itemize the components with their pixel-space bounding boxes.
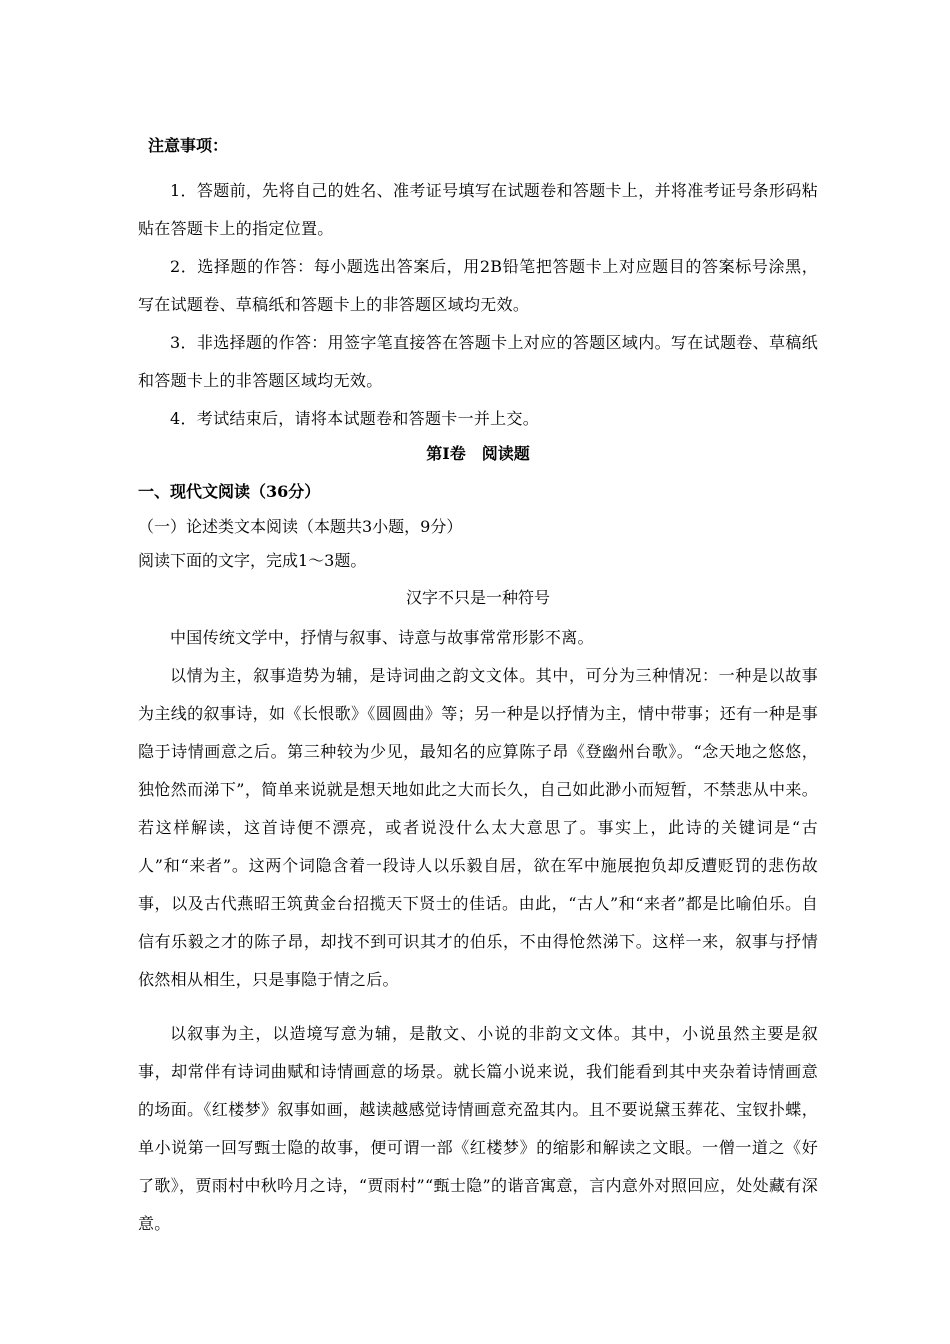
- section-heading: 一、现代文阅读（36分）: [138, 482, 321, 501]
- article-title: 汉字不只是一种符号: [405, 588, 550, 607]
- notice-item-2: 2．选择题的作答：每小题选出答案后，用2B铅笔把答题卡上对应题目的答案标号涂黑，写在试题卷、草稿纸和答题卡上的非答题区域均无效。: [138, 257, 818, 314]
- notice-title: 注意事项：: [148, 136, 229, 155]
- article-paragraph: 以叙事为主，以造境写意为辅，是散文、小说的非韵文文体。其中，小说虽然主要是叙事，却常伴有诗词曲赋和诗情画意的场景。就长篇小说来说，我们能看到其中夹杂着诗情画意的场面。《红楼梦》叙事如画，越读越感觉诗情画意充盈其内。且不要说黛玉葬花、宝钗扑蝶，单小说第一回写甄士隐的故事，便可谓一部《红楼梦》的缩影和解读之文眼。一僧一道之《好了歌》，贾雨村中秋吟月之诗，“贾雨村”“甄士隐”的谐音寓意，言内意外对照回应，处处藏有深意。: [138, 1024, 818, 1233]
- subsection-heading: （一）论述类文本阅读（本题共3小题，9分）: [138, 517, 463, 536]
- notice-item-4: 4．考试结束后，请将本试题卷和答题卡一并上交。: [170, 409, 540, 428]
- article-paragraph: 中国传统文学中，抒情与叙事、诗意与故事常常形影不离。: [170, 628, 594, 647]
- notice-item-3: 3．非选择题的作答：用签字笔直接答在答题卡上对应的答题区域内。写在试题卷、草稿纸和答题卡上的非答题区域均无效。: [138, 333, 818, 390]
- notice-item-1: 1．答题前，先将自己的姓名、准考证号填写在试题卷和答题卡上，并将准考证号条形码粘贴在答题卡上的指定位置。: [138, 181, 818, 238]
- volume-heading: 第Ⅰ卷 阅读题: [426, 444, 530, 463]
- instruction-text: 阅读下面的文字，完成1～3题。: [138, 551, 367, 570]
- article-paragraph: 以情为主，叙事造势为辅，是诗词曲之韵文文体。其中，可分为三种情况：一种是以故事为主线的叙事诗，如《长恨歌》《圆圆曲》等；另一种是以抒情为主，情中带事；还有一种是事隐于诗情画意之后。第三种较为少见，最知名的应算陈子昂《登幽州台歌》。“念天地之悠悠，独怆然而涕下”，简单来说就是想天地如此之大而长久，自己如此渺小而短暂，不禁悲从中来。若这样解读，这首诗便不漂亮，或者说没什么太大意思了。事实上，此诗的关键词是“古人”和“来者”。这两个词隐含着一段诗人以乐毅自居，欲在军中施展抱负却反遭贬罚的悲伤故事，以及古代燕昭王筑黄金台招揽天下贤士的佳话。由此，“古人”和“来者”都是比喻伯乐。自信有乐毅之才的陈子昂，却找不到可识其才的伯乐，不由得怆然涕下。这样一来，叙事与抒情依然相从相生，只是事隐于情之后。: [138, 666, 818, 989]
